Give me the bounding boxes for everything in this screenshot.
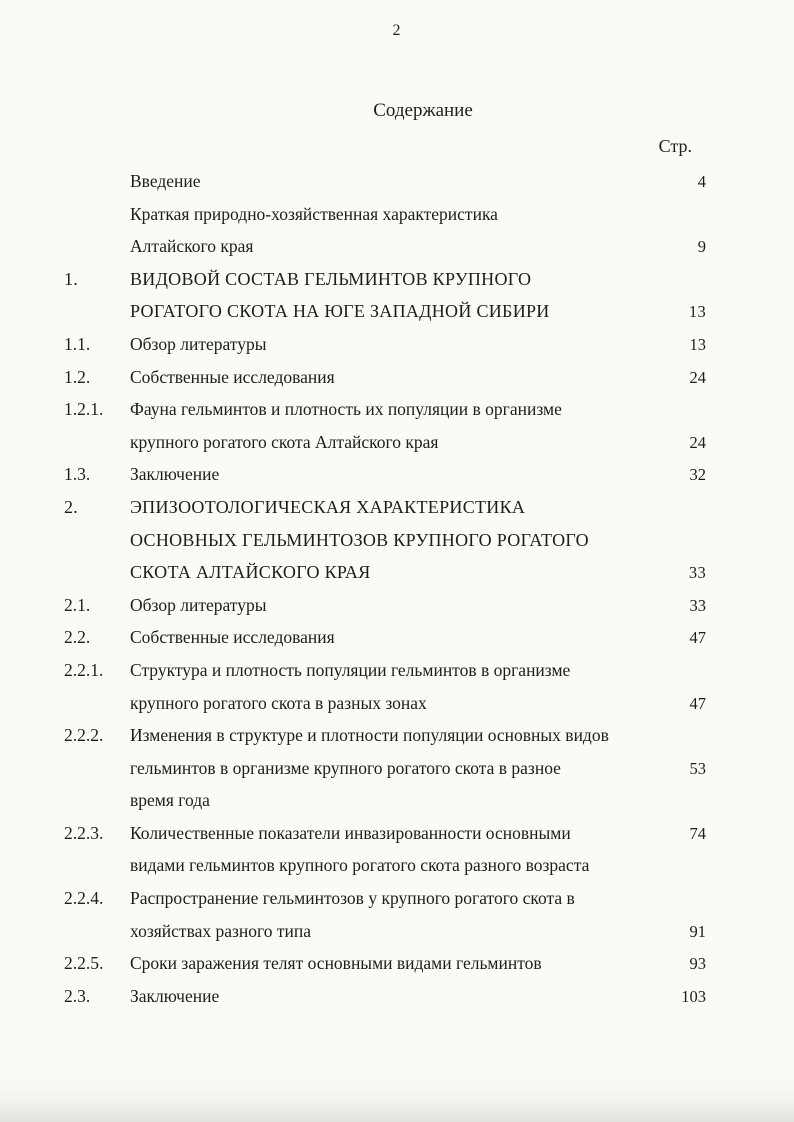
toc-row-page: 32 bbox=[689, 465, 706, 485]
toc-row-number: 1.1. bbox=[64, 333, 91, 354]
toc-row-text: СКОТА АЛТАЙСКОГО КРАЯ bbox=[130, 562, 371, 583]
toc-row bbox=[64, 595, 706, 628]
toc-row-page: 93 bbox=[689, 954, 706, 974]
toc-row bbox=[64, 562, 706, 595]
page-column-header: Стр. bbox=[658, 136, 692, 156]
toc-row bbox=[64, 269, 706, 302]
toc-row bbox=[64, 236, 706, 269]
toc-title: Содержание bbox=[373, 100, 473, 121]
toc-row-number: 1.2.1. bbox=[64, 399, 104, 420]
toc-row-text: Обзор литературы bbox=[130, 333, 267, 354]
toc-row-number: 2.2.5. bbox=[64, 953, 104, 974]
toc-row-text: Распространение гельминтозов у крупного рогатого скота в bbox=[130, 888, 575, 909]
toc-row-text: ОСНОВНЫХ ГЕЛЬМИНТОЗОВ КРУПНОГО РОГАТОГО bbox=[130, 529, 589, 550]
toc-row-page: 53 bbox=[689, 758, 706, 778]
toc-row bbox=[64, 627, 706, 660]
toc-row bbox=[64, 758, 706, 791]
toc-row-page: 33 bbox=[688, 563, 706, 583]
toc-row-text: крупного рогатого скота в разных зонах bbox=[130, 692, 427, 713]
toc-row-number: 2.3. bbox=[64, 985, 91, 1006]
toc-row bbox=[64, 888, 706, 921]
toc-row bbox=[64, 530, 706, 563]
toc-row-number: 2.1. bbox=[64, 594, 91, 615]
toc-row-page: 24 bbox=[689, 432, 706, 452]
toc-row-text: крупного рогатого скота Алтайского края bbox=[130, 431, 439, 452]
toc-row bbox=[64, 367, 706, 400]
toc-row-text: Заключение bbox=[130, 985, 220, 1006]
toc-row-text: Изменения в структуре и плотности популяции основных видов bbox=[130, 725, 609, 746]
toc-row bbox=[64, 986, 706, 1019]
toc-row-page: 33 bbox=[689, 595, 706, 615]
toc-row-text: ВИДОВОЙ СОСТАВ ГЕЛЬМИНТОВ КРУПНОГО bbox=[130, 268, 532, 289]
toc-row-number: 2.2.3. bbox=[64, 822, 104, 843]
toc-row bbox=[64, 693, 706, 726]
toc-row bbox=[64, 660, 706, 693]
toc-list bbox=[64, 171, 706, 1018]
toc-row-text: время года bbox=[130, 790, 210, 811]
toc-row bbox=[64, 497, 706, 530]
toc-row-number: 2.2.2. bbox=[64, 725, 104, 746]
toc-row-text: Заключение bbox=[130, 464, 220, 485]
toc-row-text: РОГАТОГО СКОТА НА ЮГЕ ЗАПАДНОЙ СИБИРИ bbox=[130, 301, 550, 322]
toc-row-text: Собственные исследования bbox=[130, 627, 335, 648]
toc-row-text: Фауна гельминтов и плотность их популяции в организме bbox=[130, 399, 562, 420]
toc-row-text: Введение bbox=[130, 171, 201, 191]
toc-row-number: 2.2. bbox=[64, 627, 91, 648]
toc-row-text: Краткая природно-хозяйственная характеристика bbox=[130, 203, 498, 224]
toc-row bbox=[64, 855, 706, 888]
toc-row bbox=[64, 301, 706, 334]
toc-row-text: Структура и плотность популяции гельминтов в организме bbox=[130, 659, 571, 680]
toc-row-page: 13 bbox=[689, 334, 706, 354]
toc-row-page: 9 bbox=[697, 237, 706, 257]
toc-row-page: 24 bbox=[689, 367, 706, 387]
toc-row bbox=[64, 432, 706, 465]
toc-row-text: Алтайского края bbox=[130, 236, 254, 257]
toc-row bbox=[64, 790, 706, 823]
toc-row bbox=[64, 399, 706, 432]
toc-row-text: Собственные исследования bbox=[130, 366, 335, 387]
toc-row-page: 4 bbox=[697, 172, 706, 191]
toc-row bbox=[64, 334, 706, 367]
toc-row-text: ЭПИЗООТОЛОГИЧЕСКАЯ ХАРАКТЕРИСТИКА bbox=[130, 496, 526, 517]
toc-row bbox=[64, 921, 706, 954]
toc-row-number: 2.2.1. bbox=[64, 659, 104, 680]
toc-row-text: Количественные показатели инвазированности основными bbox=[130, 822, 571, 843]
toc-row-number: 1.3. bbox=[64, 464, 91, 485]
toc-row-text: гельминтов в организме крупного рогатого скота в разное bbox=[130, 757, 561, 778]
toc-row bbox=[64, 953, 706, 986]
toc-row-page: 74 bbox=[689, 823, 706, 843]
toc-row-number: 1.2. bbox=[64, 366, 91, 387]
toc-row bbox=[64, 464, 706, 497]
toc-row-number: 2.2.4. bbox=[64, 888, 104, 909]
toc-row-text: хозяйствах разного типа bbox=[130, 920, 312, 941]
toc-row-page: 47 bbox=[689, 693, 706, 713]
page-number-top: 2 bbox=[392, 22, 402, 39]
toc-row-page: 103 bbox=[681, 986, 706, 1006]
toc-row-text: Сроки заражения телят основными видами гельминтов bbox=[130, 953, 542, 974]
toc-row-text: Обзор литературы bbox=[130, 594, 267, 615]
toc-row-number: 2. bbox=[64, 496, 79, 517]
toc-row bbox=[64, 171, 706, 204]
toc-row-page: 91 bbox=[689, 921, 706, 941]
toc-row-number: 1. bbox=[64, 268, 79, 289]
toc-row bbox=[64, 204, 706, 237]
toc-row bbox=[64, 725, 706, 758]
toc-row-text: видами гельминтов крупного рогатого скота разного возраста bbox=[130, 855, 590, 876]
toc-row-page: 13 bbox=[688, 302, 706, 322]
toc-row-page: 47 bbox=[689, 628, 706, 648]
toc-row bbox=[64, 823, 706, 856]
